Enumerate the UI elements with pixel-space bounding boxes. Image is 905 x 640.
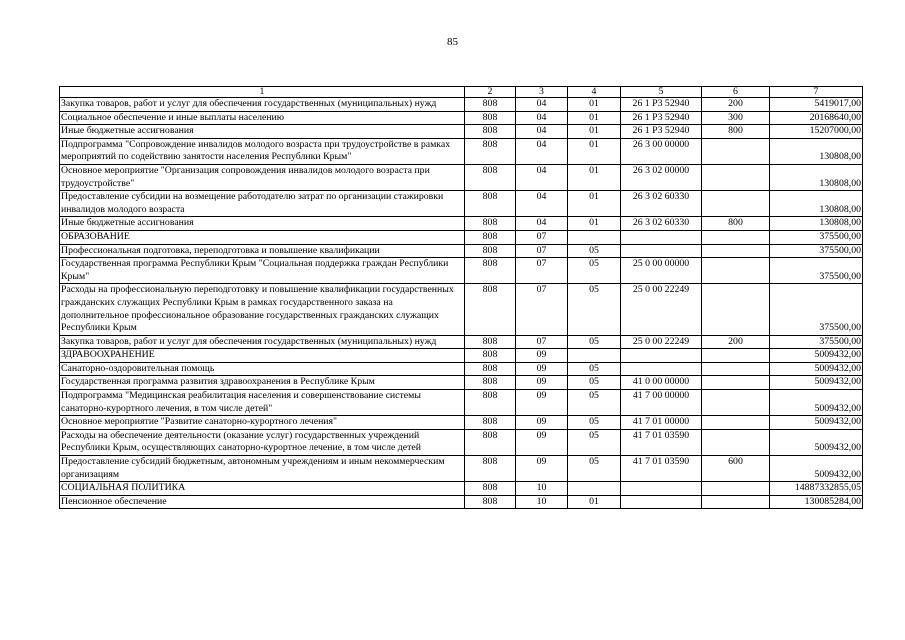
row-name-cell: Государственная программа развития здравоохранения в Республике Крым: [60, 376, 465, 390]
table-row: [60, 362, 863, 376]
row-expense-type-cell: [702, 164, 770, 190]
row-expense-type-cell: [702, 138, 770, 164]
row-amount-cell: 14887332855,05: [770, 482, 863, 496]
row-amount-cell: 5419017,00: [770, 98, 863, 112]
row-subsection-cell: 01: [568, 191, 621, 217]
row-amount-cell: 5009432,00: [770, 390, 863, 416]
row-section-cell: 09: [516, 416, 568, 430]
row-grbs-cell: 808: [465, 335, 516, 349]
row-section-cell: 07: [516, 244, 568, 258]
row-amount-cell: 5009432,00: [770, 362, 863, 376]
column-header-2: 2: [465, 87, 516, 98]
row-name-cell: Иные бюджетные ассигнования: [60, 125, 465, 139]
row-name-cell: Социальное обеспечение и иные выплаты населению: [60, 111, 465, 125]
page-number: 85: [447, 36, 458, 48]
row-subsection-cell: [568, 349, 621, 363]
row-grbs-cell: 808: [465, 284, 516, 335]
table-row: [60, 495, 863, 509]
table-row: [60, 376, 863, 390]
column-header-5: 5: [621, 87, 702, 98]
row-section-cell: 09: [516, 390, 568, 416]
row-grbs-cell: 808: [465, 164, 516, 190]
row-amount-cell: 130085284,00: [770, 495, 863, 509]
row-target-article-cell: [621, 349, 702, 363]
row-expense-type-cell: [702, 191, 770, 217]
row-amount-cell: 375500,00: [770, 258, 863, 284]
row-expense-type-cell: [702, 495, 770, 509]
row-target-article-cell: 26 3 02 60330: [621, 217, 702, 231]
table-row: [60, 125, 863, 139]
row-section-cell: 09: [516, 349, 568, 363]
row-grbs-cell: 808: [465, 362, 516, 376]
row-grbs-cell: 808: [465, 111, 516, 125]
row-subsection-cell: 05: [568, 258, 621, 284]
row-target-article-cell: 25 0 00 22249: [621, 284, 702, 335]
row-expense-type-cell: 200: [702, 98, 770, 112]
budget-table-body: [60, 87, 863, 509]
row-section-cell: 04: [516, 111, 568, 125]
header-row: [60, 87, 863, 98]
column-header-3: 3: [516, 87, 568, 98]
row-grbs-cell: 808: [465, 230, 516, 244]
table-row: [60, 217, 863, 231]
row-subsection-cell: 01: [568, 138, 621, 164]
row-section-cell: 07: [516, 284, 568, 335]
row-target-article-cell: 41 7 01 00000: [621, 416, 702, 430]
row-amount-cell: 375500,00: [770, 284, 863, 335]
row-expense-type-cell: [702, 429, 770, 455]
row-name-cell: ЗДРАВООХРАНЕНИЕ: [60, 349, 465, 363]
row-name-cell: ОБРАЗОВАНИЕ: [60, 230, 465, 244]
row-subsection-cell: 05: [568, 284, 621, 335]
column-header-4: 4: [568, 87, 621, 98]
row-subsection-cell: 05: [568, 429, 621, 455]
row-section-cell: 10: [516, 495, 568, 509]
row-section-cell: 04: [516, 125, 568, 139]
row-expense-type-cell: 800: [702, 217, 770, 231]
row-grbs-cell: 808: [465, 244, 516, 258]
row-amount-cell: 5009432,00: [770, 416, 863, 430]
row-name-cell: Расходы на обеспечение деятельности (оказание услуг) государственных учреждений Республики Крым, осуществляющих санаторно-курортное лечение, в том числе детей: [60, 429, 465, 455]
budget-table: [59, 86, 863, 509]
row-grbs-cell: 808: [465, 191, 516, 217]
row-name-cell: Пенсионное обеспечение: [60, 495, 465, 509]
row-section-cell: 07: [516, 230, 568, 244]
row-subsection-cell: 01: [568, 98, 621, 112]
row-subsection-cell: 01: [568, 125, 621, 139]
row-amount-cell: 5009432,00: [770, 349, 863, 363]
row-section-cell: 09: [516, 429, 568, 455]
row-name-cell: Закупка товаров, работ и услуг для обеспечения государственных (муниципальных) нужд: [60, 335, 465, 349]
table-row: [60, 138, 863, 164]
row-section-cell: 04: [516, 164, 568, 190]
table-row: [60, 429, 863, 455]
row-grbs-cell: 808: [465, 349, 516, 363]
row-target-article-cell: 41 7 01 03590: [621, 429, 702, 455]
row-subsection-cell: 05: [568, 456, 621, 482]
row-subsection-cell: 05: [568, 376, 621, 390]
row-grbs-cell: 808: [465, 456, 516, 482]
row-name-cell: Предоставление субсидии на возмещение работодателю затрат по организации стажировки инвалидов молодого возраста: [60, 191, 465, 217]
table-row: [60, 244, 863, 258]
row-amount-cell: 20168640,00: [770, 111, 863, 125]
row-amount-cell: 130808,00: [770, 217, 863, 231]
table-row: [60, 390, 863, 416]
row-grbs-cell: 808: [465, 258, 516, 284]
row-name-cell: Подпрограмма "Сопровождение инвалидов молодого возраста при трудоустройстве в рамках мероприятий по содействию занятости населения Республики Крым": [60, 138, 465, 164]
row-expense-type-cell: 300: [702, 111, 770, 125]
row-target-article-cell: 41 0 00 00000: [621, 376, 702, 390]
row-section-cell: 09: [516, 456, 568, 482]
table-row: [60, 111, 863, 125]
row-section-cell: 10: [516, 482, 568, 496]
row-amount-cell: 5009432,00: [770, 456, 863, 482]
row-name-cell: Расходы на профессиональную переподготовку и повышение квалификации государственных гражданских служащих Республики Крым в рамках государственного заказа на дополнительное профессиональное образование государственных гражданских служащих Республики Крым: [60, 284, 465, 335]
table-row: [60, 349, 863, 363]
row-subsection-cell: 01: [568, 495, 621, 509]
row-subsection-cell: 05: [568, 244, 621, 258]
row-expense-type-cell: [702, 258, 770, 284]
row-amount-cell: 375500,00: [770, 230, 863, 244]
table-row: [60, 482, 863, 496]
column-header-7: 7: [770, 87, 863, 98]
row-name-cell: Подпрограмма "Медицинская реабилитация населения и совершенствование системы санаторно-курортного лечения, в том числе детей": [60, 390, 465, 416]
row-name-cell: Иные бюджетные ассигнования: [60, 217, 465, 231]
table-row: [60, 164, 863, 190]
table-row: [60, 456, 863, 482]
row-grbs-cell: 808: [465, 376, 516, 390]
row-expense-type-cell: [702, 349, 770, 363]
row-expense-type-cell: [702, 362, 770, 376]
row-grbs-cell: 808: [465, 98, 516, 112]
row-target-article-cell: 26 3 00 00000: [621, 138, 702, 164]
row-grbs-cell: 808: [465, 482, 516, 496]
row-grbs-cell: 808: [465, 138, 516, 164]
row-expense-type-cell: [702, 416, 770, 430]
row-amount-cell: 130808,00: [770, 164, 863, 190]
row-section-cell: 07: [516, 335, 568, 349]
row-subsection-cell: [568, 230, 621, 244]
row-amount-cell: 375500,00: [770, 335, 863, 349]
row-target-article-cell: 26 3 02 60330: [621, 191, 702, 217]
row-expense-type-cell: [702, 482, 770, 496]
row-amount-cell: 5009432,00: [770, 376, 863, 390]
row-grbs-cell: 808: [465, 429, 516, 455]
row-expense-type-cell: 600: [702, 456, 770, 482]
row-amount-cell: 15207000,00: [770, 125, 863, 139]
row-grbs-cell: 808: [465, 217, 516, 231]
row-grbs-cell: 808: [465, 416, 516, 430]
row-expense-type-cell: [702, 284, 770, 335]
row-section-cell: 09: [516, 362, 568, 376]
row-name-cell: Основное мероприятие "Организация сопровождения инвалидов молодого возраста при трудоустройстве": [60, 164, 465, 190]
row-amount-cell: 130808,00: [770, 191, 863, 217]
table-row: [60, 98, 863, 112]
row-section-cell: 04: [516, 138, 568, 164]
row-subsection-cell: 01: [568, 111, 621, 125]
row-target-article-cell: [621, 482, 702, 496]
table-row: [60, 230, 863, 244]
row-target-article-cell: 25 0 00 22249: [621, 335, 702, 349]
row-target-article-cell: 25 0 00 00000: [621, 258, 702, 284]
table-row: [60, 335, 863, 349]
row-section-cell: 04: [516, 191, 568, 217]
row-subsection-cell: 05: [568, 390, 621, 416]
column-header-1: 1: [60, 87, 465, 98]
row-target-article-cell: 41 7 01 03590: [621, 456, 702, 482]
row-grbs-cell: 808: [465, 125, 516, 139]
row-grbs-cell: 808: [465, 390, 516, 416]
row-subsection-cell: 01: [568, 217, 621, 231]
table-row: [60, 416, 863, 430]
row-expense-type-cell: [702, 244, 770, 258]
row-subsection-cell: 05: [568, 416, 621, 430]
row-name-cell: Государственная программа Республики Крым "Социальная поддержка граждан Республики Крым": [60, 258, 465, 284]
row-name-cell: Санаторно-оздоровительная помощь: [60, 362, 465, 376]
row-section-cell: 07: [516, 258, 568, 284]
row-section-cell: 04: [516, 217, 568, 231]
column-header-6: 6: [702, 87, 770, 98]
row-name-cell: Профессиональная подготовка, переподготовка и повышение квалификации: [60, 244, 465, 258]
row-amount-cell: 130808,00: [770, 138, 863, 164]
row-subsection-cell: [568, 482, 621, 496]
row-name-cell: СОЦИАЛЬНАЯ ПОЛИТИКА: [60, 482, 465, 496]
row-target-article-cell: [621, 495, 702, 509]
row-expense-type-cell: 200: [702, 335, 770, 349]
table-row: [60, 258, 863, 284]
row-section-cell: 04: [516, 98, 568, 112]
row-target-article-cell: 26 1 Р3 52940: [621, 111, 702, 125]
row-amount-cell: 375500,00: [770, 244, 863, 258]
row-target-article-cell: [621, 230, 702, 244]
row-target-article-cell: 26 1 Р3 52940: [621, 98, 702, 112]
row-target-article-cell: 41 7 00 00000: [621, 390, 702, 416]
row-expense-type-cell: [702, 376, 770, 390]
row-amount-cell: 5009432,00: [770, 429, 863, 455]
row-target-article-cell: 26 3 02 00000: [621, 164, 702, 190]
row-name-cell: Основное мероприятие "Развитие санаторно-курортного лечения": [60, 416, 465, 430]
table-row: [60, 191, 863, 217]
row-subsection-cell: 05: [568, 362, 621, 376]
row-subsection-cell: 05: [568, 335, 621, 349]
row-target-article-cell: [621, 362, 702, 376]
row-name-cell: Закупка товаров, работ и услуг для обеспечения государственных (муниципальных) нужд: [60, 98, 465, 112]
row-grbs-cell: 808: [465, 495, 516, 509]
row-target-article-cell: [621, 244, 702, 258]
row-expense-type-cell: 800: [702, 125, 770, 139]
row-expense-type-cell: [702, 230, 770, 244]
row-expense-type-cell: [702, 390, 770, 416]
row-target-article-cell: 26 1 Р3 52940: [621, 125, 702, 139]
row-subsection-cell: 01: [568, 164, 621, 190]
table-row: [60, 284, 863, 335]
row-section-cell: 09: [516, 376, 568, 390]
row-name-cell: Предоставление субсидий бюджетным, автономным учреждениям и иным некоммерческим организациям: [60, 456, 465, 482]
